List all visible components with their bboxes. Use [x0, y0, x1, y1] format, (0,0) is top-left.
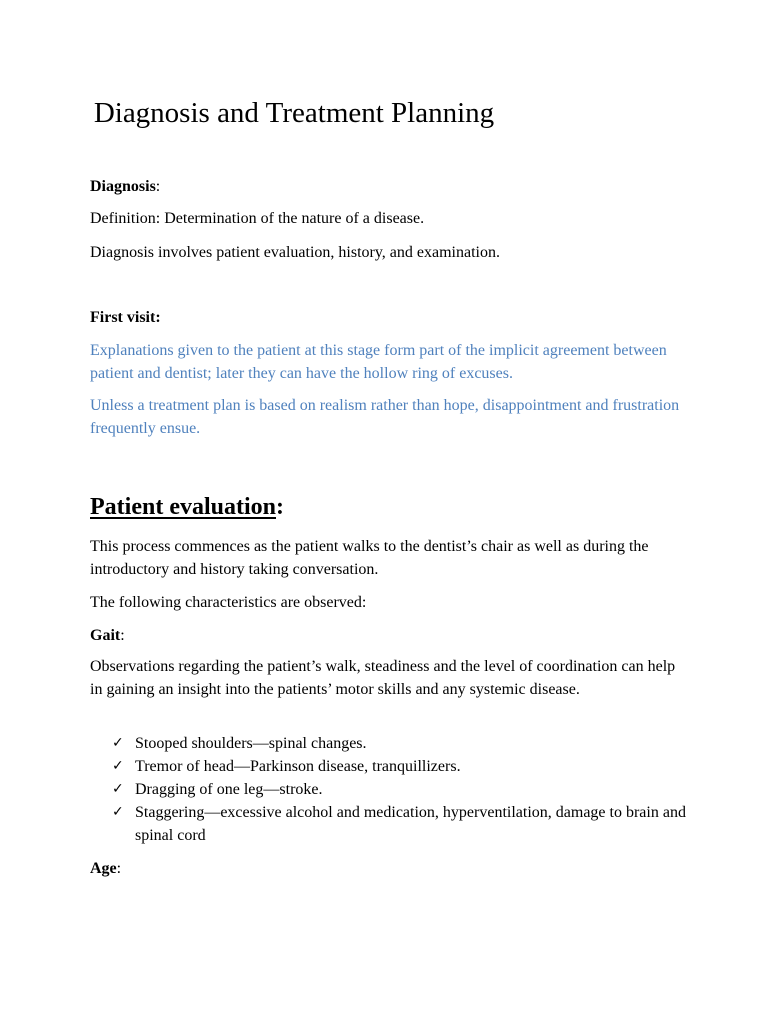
- gait-heading-line: [90, 625, 685, 648]
- diagnosis-involves: Diagnosis involves patient evaluation, history, and examination.: [90, 244, 500, 261]
- gait-checklist: [112, 732, 692, 847]
- first-visit-paragraph-1: Explanations given to the patient at this stage form part of the implicit agreement between patient and dentist; later they can have the hollow ring of excuses.: [90, 342, 667, 382]
- patient-evaluation-heading-colon: :: [276, 494, 284, 520]
- list-item: [112, 732, 692, 755]
- first-visit-heading: First visit:: [90, 309, 161, 326]
- patient-evaluation-heading-text: Patient evaluation: [90, 494, 276, 520]
- age-heading: Age: [90, 860, 117, 877]
- list-item: [112, 801, 692, 847]
- age-heading-line: [90, 858, 685, 881]
- diagnosis-heading: Diagnosis: [90, 178, 156, 195]
- diagnosis-heading-line: [90, 176, 685, 199]
- list-item-text: Dragging of one leg—stroke.: [135, 781, 323, 798]
- first-visit-paragraph-2: Unless a treatment plan is based on realism rather than hope, disappointment and frustration frequently ensue.: [90, 397, 680, 437]
- patient-evaluation-observed: The following characteristics are observed:: [90, 594, 367, 611]
- list-item-text: Tremor of head—Parkinson disease, tranquillizers.: [135, 758, 461, 775]
- document-title: Diagnosis and Treatment Planning: [93, 97, 495, 129]
- patient-evaluation-heading: [90, 492, 284, 522]
- list-item-text: Stooped shoulders—spinal changes.: [135, 735, 367, 752]
- gait-heading: Gait: [90, 627, 121, 644]
- list-item-text: Staggering—excessive alcohol and medication, hyperventilation, damage to brain and spinal cord: [135, 804, 686, 844]
- checkmark-icon: ✓: [112, 735, 124, 751]
- checkmark-icon: ✓: [112, 804, 124, 820]
- age-heading-colon: :: [116, 860, 122, 877]
- list-item: [112, 778, 692, 801]
- checkmark-icon: ✓: [112, 781, 124, 797]
- checkmark-icon: ✓: [112, 758, 124, 774]
- diagnosis-heading-colon: :: [155, 178, 161, 195]
- gait-heading-colon: :: [120, 627, 125, 644]
- gait-description: Observations regarding the patient’s walk, steadiness and the level of coordination can help in gaining an insight into the patients’ motor skills and any systemic disease.: [90, 658, 676, 698]
- list-item: [112, 755, 692, 778]
- diagnosis-definition: Definition: Determination of the nature of a disease.: [90, 210, 425, 227]
- patient-evaluation-intro: This process commences as the patient walks to the dentist’s chair as well as during the introductory and history taking conversation.: [90, 538, 649, 578]
